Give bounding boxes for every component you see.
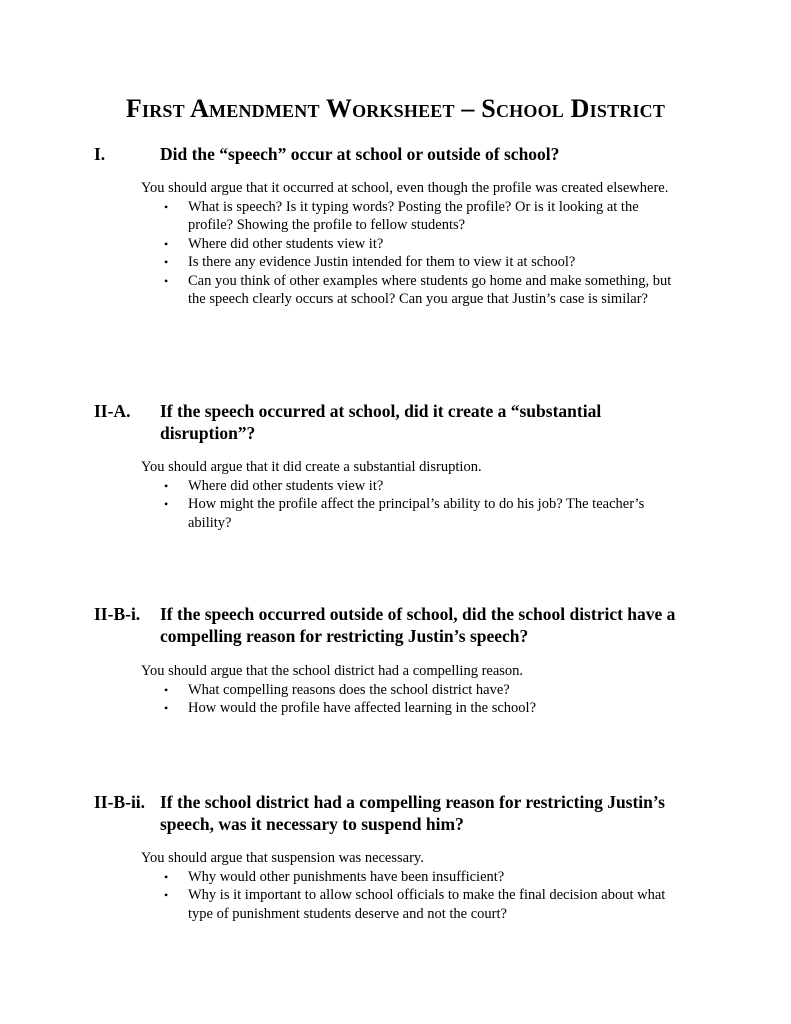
- bullet-icon: •: [164, 199, 169, 214]
- section-2b-i-body: [141, 662, 686, 718]
- bullet-icon: •: [164, 497, 169, 511]
- list-item: [141, 253, 681, 272]
- section-2b-ii-body: [141, 849, 681, 923]
- list-item-text: Where did other students view it?: [188, 235, 384, 252]
- list-item: [141, 699, 686, 718]
- bullet-icon: •: [164, 273, 169, 288]
- bullet-icon: •: [164, 869, 169, 884]
- list-item-text: Is there any evidence Justin intended for them to view it at school?: [188, 254, 576, 270]
- bullet-icon: •: [164, 255, 169, 269]
- list-item: [141, 495, 686, 532]
- list-item: [141, 886, 681, 923]
- section-intro: You should argue that the school district had a compelling reason.: [141, 663, 524, 679]
- section-number: II-B-ii.: [94, 792, 146, 812]
- section-number: II-A.: [94, 401, 131, 421]
- bullet-icon: •: [164, 478, 169, 493]
- bullet-list: [141, 868, 681, 924]
- section-intro: You should argue that suspension was necessary.: [141, 850, 424, 866]
- bullet-list: [141, 198, 681, 309]
- list-item-text: How would the profile have affected learning in the school?: [188, 700, 537, 716]
- section-intro: You should argue that it occurred at school, even though the profile was created elsewhere.: [141, 180, 669, 196]
- section-2a-body: [141, 458, 686, 532]
- document-title: First Amendment Worksheet – School District: [125, 94, 666, 123]
- bullet-list: [141, 477, 686, 533]
- section-question: Did the “speech” occur at school or outside of school?: [160, 144, 560, 164]
- list-item-text: How might the profile affect the principal’s ability to do his job? The teacher’s ability?: [188, 496, 645, 531]
- bullet-icon: •: [164, 888, 169, 902]
- list-item: [141, 198, 681, 235]
- bullet-list: [141, 681, 686, 718]
- list-item: [141, 868, 681, 887]
- list-item: [141, 477, 686, 496]
- list-item-text: What compelling reasons does the school district have?: [188, 681, 510, 698]
- list-item: [141, 235, 681, 254]
- list-item-text: Where did other students view it?: [188, 477, 384, 494]
- list-item: [141, 681, 686, 700]
- bullet-icon: •: [164, 682, 169, 697]
- section-question: If the speech occurred outside of school, did the school district have a compelling reason for restricting Justin’s speech?: [160, 604, 676, 646]
- list-item-text: Can you think of other examples where students go home and make something, but the speech clearly occurs at school? Can you argue that Justin’s case is similar?: [188, 272, 672, 307]
- section-question: If the speech occurred at school, did it create a “substantial disruption”?: [160, 401, 602, 443]
- list-item-text: What is speech? Is it typing words? Posting the profile? Or is it looking at the profile? Showing the profile to fellow students?: [188, 198, 639, 233]
- section-question: If the school district had a compelling reason for restricting Justin’s speech, was it necessary to suspend him?: [160, 792, 665, 834]
- section-1-body: [141, 179, 681, 309]
- bullet-icon: •: [164, 701, 169, 715]
- list-item-text: Why would other punishments have been insufficient?: [188, 868, 505, 885]
- section-number: II-B-i.: [94, 604, 141, 624]
- list-item-text: Why is it important to allow school officials to make the final decision about what type of punishment students deserve and not the court?: [188, 887, 666, 922]
- list-item: [141, 272, 681, 309]
- bullet-icon: •: [164, 236, 169, 251]
- section-number: I.: [94, 144, 106, 164]
- section-intro: You should argue that it did create a substantial disruption.: [141, 459, 482, 475]
